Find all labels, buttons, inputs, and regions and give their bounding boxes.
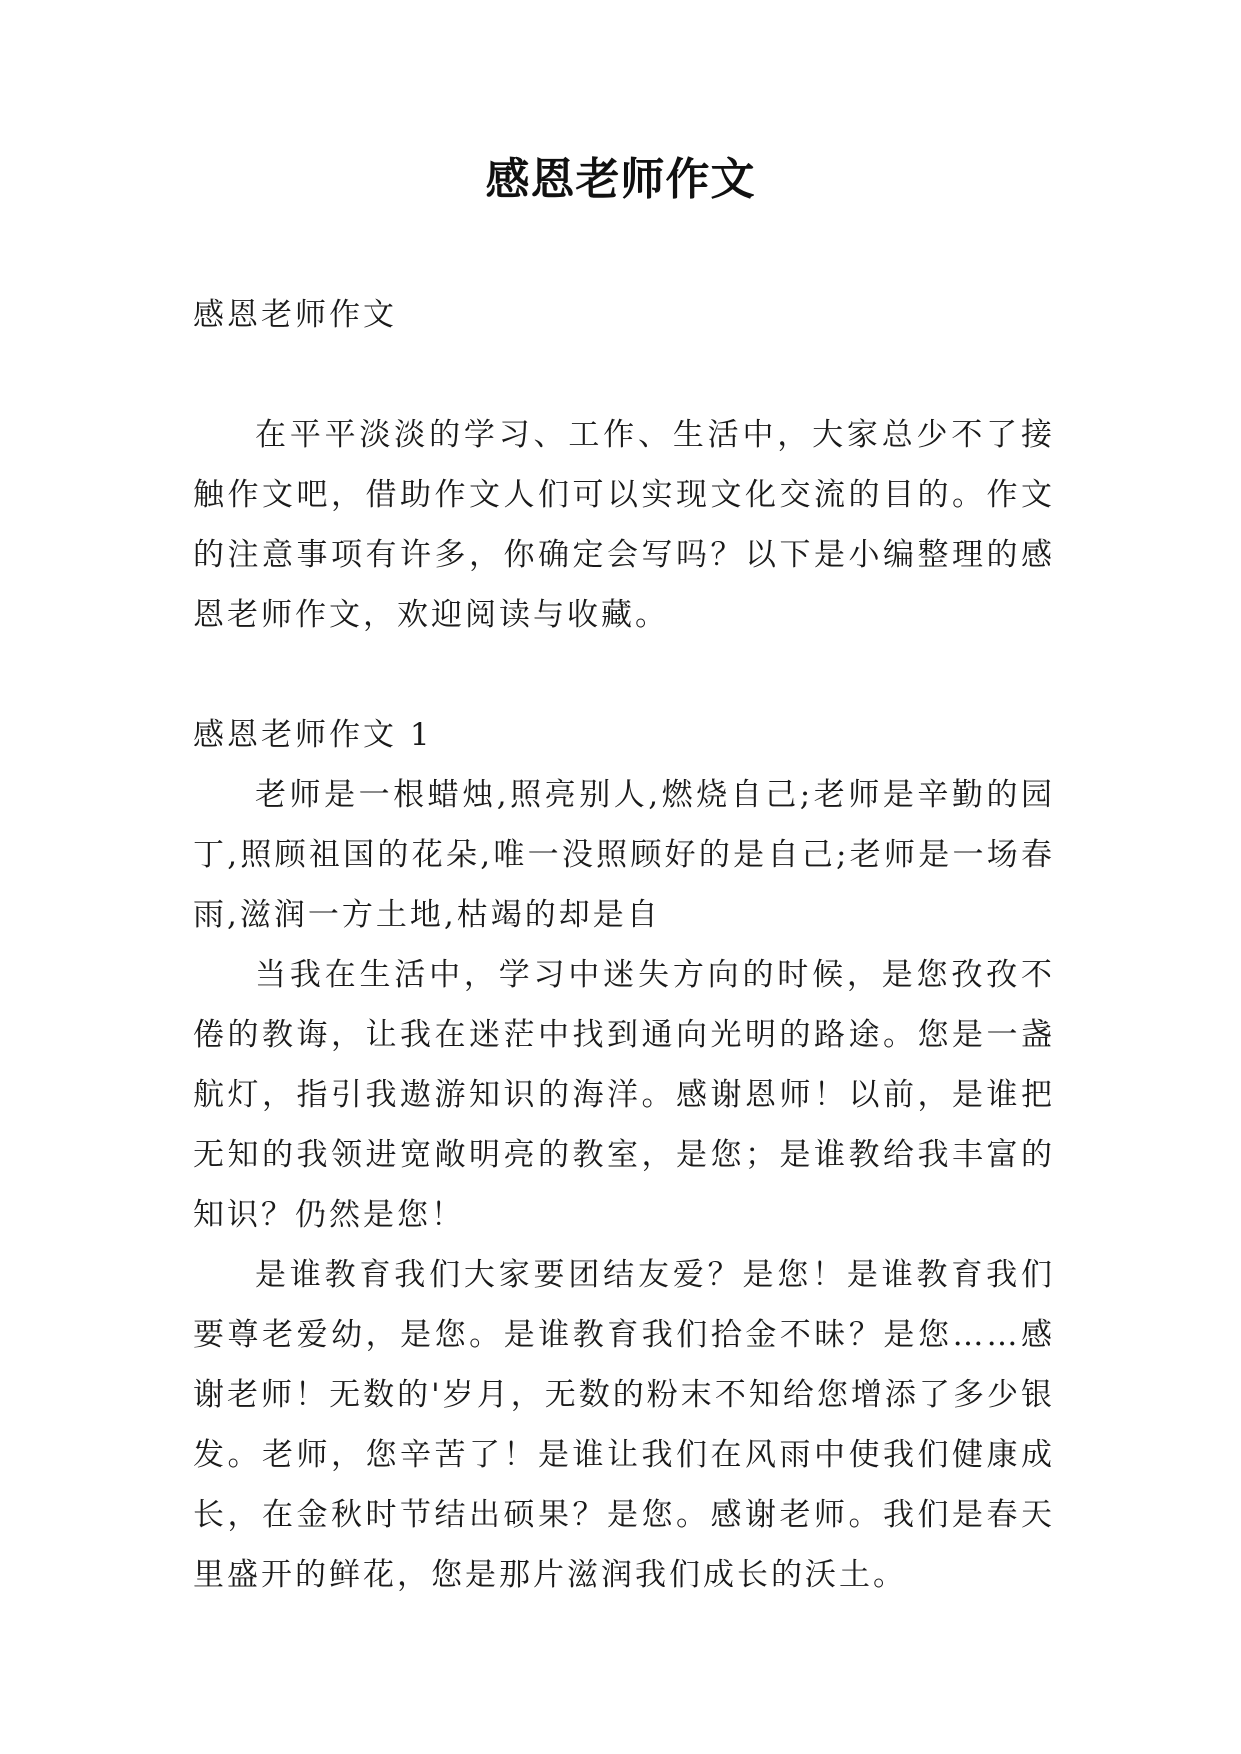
section-heading: 感恩老师作文 1 [193, 717, 433, 753]
document-body [193, 285, 1055, 1605]
spacer [193, 645, 1055, 705]
document-subtitle: 感恩老师作文 [193, 297, 397, 333]
intro-paragraph: 在平平淡淡的学习、工作、生活中，大家总少不了接触作文吧，借助作文人们可以实现文化交流的目的。作文的注意事项有许多，你确定会写吗？以下是小编整理的感恩老师作文，欢迎阅读与收藏。 [193, 417, 1055, 633]
body-paragraph: 是谁教育我们大家要团结友爱？是您！是谁教育我们要尊老爱幼，是您。是谁教育我们拾金不昧？是您……感谢老师！无数的'岁月，无数的粉末不知给您增添了多少银发。老师，您辛苦了！是谁让我们在风雨中使我们健康成长，在金秋时节结出硕果？是您。感谢老师。我们是春天里盛开的鲜花，您是那片滋润我们成长的沃土。 [193, 1257, 1055, 1593]
body-paragraph: 老师是一根蜡烛,照亮别人,燃烧自己;老师是辛勤的园丁,照顾祖国的花朵,唯一没照顾好的是自己;老师是一场春雨,滋润一方土地,枯竭的却是自 [193, 777, 1055, 933]
body-paragraph: 当我在生活中，学习中迷失方向的时候，是您孜孜不倦的教诲，让我在迷茫中找到通向光明的路途。您是一盏航灯，指引我遨游知识的海洋。感谢恩师！以前，是谁把无知的我领进宽敞明亮的教室，是您；是谁教给我丰富的知识？仍然是您！ [193, 957, 1055, 1233]
document-title: 感恩老师作文 [485, 154, 756, 205]
spacer [193, 345, 1055, 405]
